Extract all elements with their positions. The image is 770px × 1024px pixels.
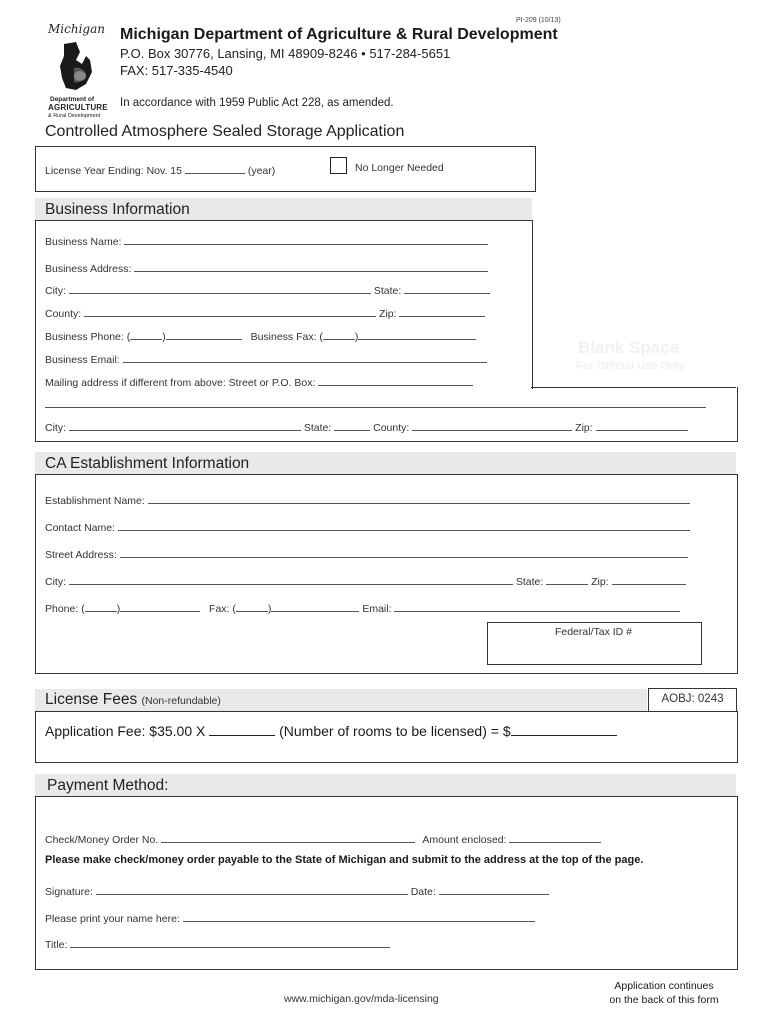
signature-label: Signature: xyxy=(45,886,93,898)
mailing-state-label: State: xyxy=(303,422,332,434)
mailing-city-label: City: xyxy=(45,422,66,434)
aobj-label: AOBJ: 0243 xyxy=(661,693,724,705)
signature-row xyxy=(45,883,549,898)
business-fax-close: ) xyxy=(354,331,359,343)
business-phone-area-input[interactable] xyxy=(130,328,162,340)
no-longer-needed-label: No Longer Needed xyxy=(355,162,444,174)
contact-label: Contact Name: xyxy=(45,522,116,534)
establishment-input[interactable] xyxy=(148,492,690,504)
business-heading: Business Information xyxy=(45,201,190,218)
mailing-address-input[interactable] xyxy=(318,374,473,386)
business-address-input[interactable] xyxy=(134,260,488,272)
street-row xyxy=(45,546,688,561)
business-county-label: County: xyxy=(45,308,82,320)
fees-row xyxy=(45,722,617,739)
date-input[interactable] xyxy=(439,883,549,895)
ca-fax-label: Fax: ( xyxy=(209,603,236,615)
footer-continues-2: on the back of this form xyxy=(609,994,719,1006)
michigan-map-icon xyxy=(46,38,106,96)
mailing-address-label: Mailing address if different from above: Street or P.O. Box: xyxy=(45,377,316,389)
logo-dept1: Department of xyxy=(50,96,95,103)
print-name-row xyxy=(45,910,535,925)
ca-zip-label: Zip: xyxy=(591,576,609,588)
amount-label: Amount enclosed: xyxy=(422,834,507,846)
ca-zip-input[interactable] xyxy=(612,573,686,585)
authority-text: In accordance with 1959 Public Act 228, as amended. xyxy=(120,97,394,109)
agency-address: P.O. Box 30776, Lansing, MI 48909-8246 • 517-284-5651 xyxy=(120,46,451,61)
agency-fax: FAX: 517-335-4540 xyxy=(120,63,233,78)
business-fax-input[interactable] xyxy=(358,328,476,340)
fees-heading-wrap xyxy=(45,691,221,709)
license-year-row xyxy=(45,162,275,177)
ca-phone-row xyxy=(45,600,680,615)
business-city-input[interactable] xyxy=(69,282,371,294)
mailing-county-input[interactable] xyxy=(412,419,572,431)
no-longer-needed-checkbox[interactable] xyxy=(330,157,347,174)
business-county-row xyxy=(45,305,485,320)
ca-phone-area-input[interactable] xyxy=(85,600,117,612)
check-label: Check/Money Order No. xyxy=(45,834,159,846)
business-phone-label: Business Phone: ( xyxy=(45,331,131,343)
payment-heading: Payment Method: xyxy=(47,777,169,794)
logo-dept3: & Rural Development xyxy=(48,113,101,119)
business-box-step xyxy=(531,387,736,388)
establishment-row xyxy=(45,492,690,507)
ca-email-label: Email: xyxy=(362,603,392,615)
date-label: Date: xyxy=(410,886,436,898)
title-part2: Application xyxy=(322,123,405,140)
mailing-county-label: County: xyxy=(373,422,410,434)
ca-city-row xyxy=(45,573,686,588)
business-address-label: Business Address: xyxy=(45,263,132,275)
business-state-label: State: xyxy=(373,285,402,297)
business-name-input[interactable] xyxy=(124,233,488,245)
business-email-input[interactable] xyxy=(123,351,487,363)
signature-input[interactable] xyxy=(96,883,408,895)
footer-continues-1: Application continues xyxy=(614,980,714,992)
agency-name: Michigan Department of Agriculture & Rural Development xyxy=(120,26,558,43)
ca-state-label: State: xyxy=(515,576,544,588)
contact-input[interactable] xyxy=(118,519,690,531)
ca-city-label: City: xyxy=(45,576,66,588)
ca-state-input[interactable] xyxy=(546,573,588,585)
license-year-input[interactable] xyxy=(185,162,245,174)
title-label: Title: xyxy=(45,939,68,951)
form-id: PI-209 (10/13) xyxy=(516,17,561,24)
business-county-input[interactable] xyxy=(84,305,376,317)
ca-phone-input[interactable] xyxy=(120,600,200,612)
fees-app-fee-label: Application Fee: $35.00 X xyxy=(45,723,206,739)
business-fax-area-input[interactable] xyxy=(323,328,355,340)
footer-url[interactable]: www.michigan.gov/mda-licensing xyxy=(284,993,439,1005)
business-city-label: City: xyxy=(45,285,66,297)
business-phone-input[interactable] xyxy=(166,328,242,340)
ca-phone-close: ) xyxy=(116,603,121,615)
check-input[interactable] xyxy=(161,831,415,843)
mailing-address-line2[interactable] xyxy=(45,407,706,408)
business-city-row xyxy=(45,282,490,297)
payment-instructions: Please make check/money order payable to the State of Michigan and submit to the address at the top of the page. xyxy=(45,854,644,866)
ca-fax-close: ) xyxy=(267,603,272,615)
mailing-address-row xyxy=(45,374,473,389)
amount-input[interactable] xyxy=(509,831,601,843)
ca-city-input[interactable] xyxy=(69,573,513,585)
contact-row xyxy=(45,519,690,534)
license-year-label: License Year Ending: Nov. 15 xyxy=(45,165,182,177)
blank-space-title: Blank Space xyxy=(578,338,680,357)
street-input[interactable] xyxy=(120,546,688,558)
page-title xyxy=(45,123,404,141)
rooms-label: (Number of rooms to be licensed) = $ xyxy=(279,723,511,739)
license-year-suffix: (year) xyxy=(247,165,276,177)
mailing-state-input[interactable] xyxy=(334,419,370,431)
business-name-row xyxy=(45,233,488,248)
print-name-label: Please print your name here: xyxy=(45,913,180,925)
ca-fax-area-input[interactable] xyxy=(236,600,268,612)
logo-dept2: AGRICULTURE xyxy=(48,103,108,112)
mailing-city-row xyxy=(45,419,688,434)
fees-heading: License Fees xyxy=(45,691,138,708)
business-phone-close: ) xyxy=(162,331,166,343)
business-name-label: Business Name: xyxy=(45,236,122,248)
business-zip-input[interactable] xyxy=(399,305,485,317)
agency-logo xyxy=(44,22,108,118)
fees-total-input[interactable] xyxy=(511,722,617,736)
street-label: Street Address: xyxy=(45,549,117,561)
fees-note: (Non-refundable) xyxy=(141,695,221,707)
title-row xyxy=(45,936,390,951)
check-row xyxy=(45,831,601,846)
business-fax-label: Business Fax: ( xyxy=(250,331,323,343)
business-address-row xyxy=(45,260,488,275)
business-email-label: Business Email: xyxy=(45,354,120,366)
logo-state: Michigan xyxy=(48,22,105,36)
ca-email-input[interactable] xyxy=(394,600,680,612)
business-zip-label: Zip: xyxy=(379,308,397,320)
business-phone-row xyxy=(45,328,476,343)
mailing-city-input[interactable] xyxy=(69,419,301,431)
rooms-count-input[interactable] xyxy=(209,722,275,736)
ca-heading: CA Establishment Information xyxy=(45,455,250,472)
establishment-label: Establishment Name: xyxy=(45,495,145,507)
business-email-row xyxy=(45,351,487,366)
print-name-input[interactable] xyxy=(183,910,535,922)
title-part1: Controlled Atmosphere Sealed Storage xyxy=(45,123,323,140)
mailing-zip-input[interactable] xyxy=(596,419,688,431)
business-state-input[interactable] xyxy=(404,282,490,294)
mailing-zip-label: Zip: xyxy=(575,422,593,434)
title-input[interactable] xyxy=(70,936,390,948)
ca-phone-label: Phone: ( xyxy=(45,603,85,615)
blank-space-subtitle: For Official Use Only xyxy=(576,360,685,372)
taxid-label: Federal/Tax ID # xyxy=(554,626,633,638)
ca-fax-input[interactable] xyxy=(271,600,359,612)
